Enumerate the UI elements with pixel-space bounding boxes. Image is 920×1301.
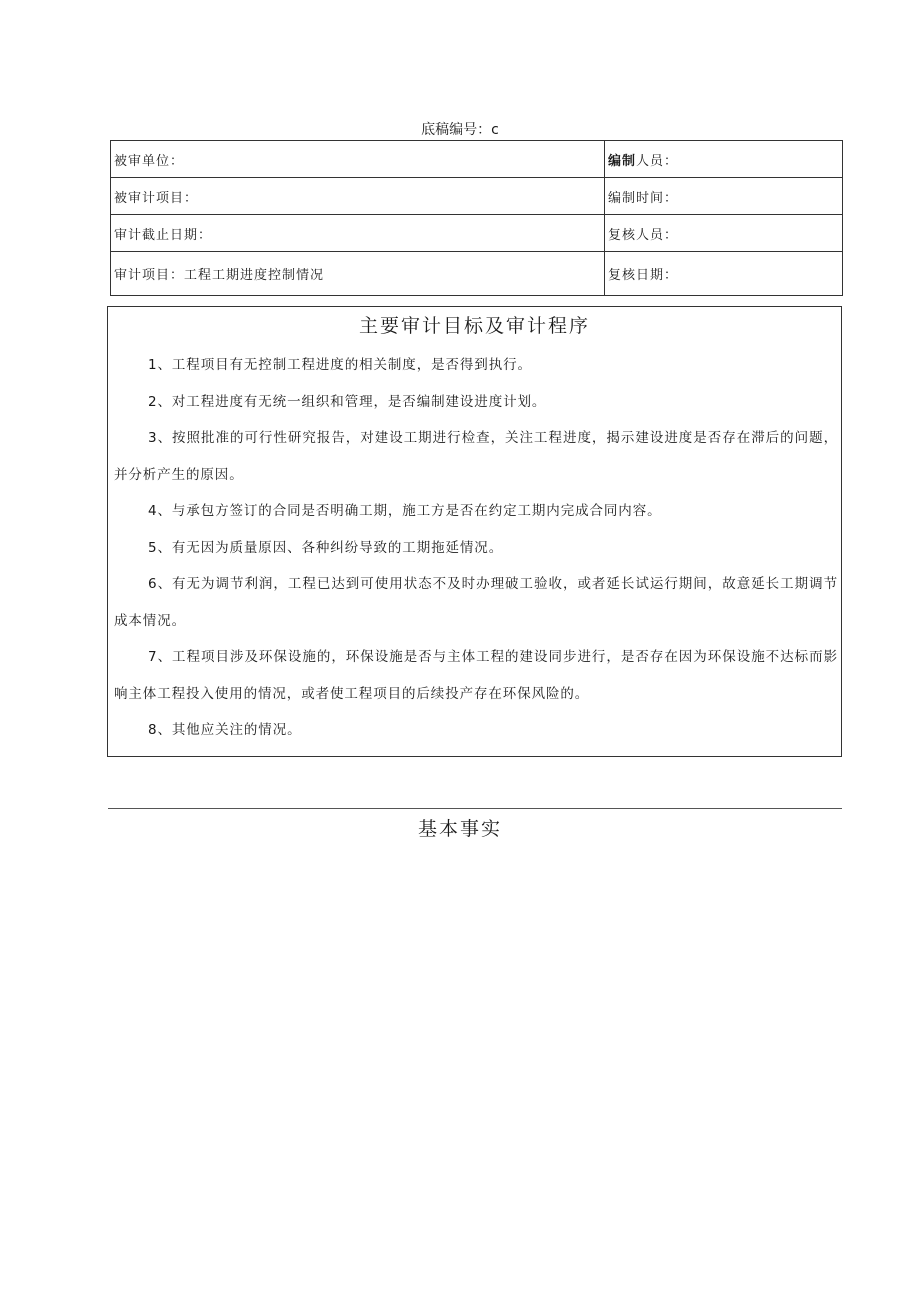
section-divider [108,808,842,809]
prepare-time-cell [605,178,843,215]
list-item: 2、对工程进度有无统一组织和管理，是否编制建设进度计划。 [148,393,547,410]
list-item: 4、与承包方签订的合同是否明确工期，施工方是否在约定工期内完成合同内容。 [148,503,662,519]
list-item: 7、工程项目涉及环保设施的，环保设施是否与主体工程的建设同步进行，是否存在因为环保设施不达标而影响主体工程投入使用的情况，或者使工程项目的后续投产存在环保风险的。 [114,649,838,702]
audit-procedures-section [107,306,842,757]
audit-item-label: 审计项目：工程工期进度控制情况 [114,268,325,283]
cutoff-date-label: 审计截止日期： [114,227,213,243]
table-row [111,215,843,252]
list-item: 1、工程项目有无控制工程进度的相关制度，是否得到执行。 [148,357,532,373]
draft-number-label: 底稿编号： [421,122,492,138]
list-item: 3、按照批准的可行性研究报告，对建设工期进行检查，关注工程进度，揭示建设进度是否存在滞后的问题，并分析产生的原因。 [114,430,838,483]
reviewer-label: 复核人员： [608,227,679,243]
audit-info-table [110,140,843,296]
list-item: 8、其他应关注的情况。 [148,722,302,738]
draft-number-value: c [491,122,499,138]
list-item: 6、有无为调节利润，工程已达到可使用状态不及时办理破工验收，或者延长试运行期间，故意延长工期调节成本情况。 [114,576,838,629]
audited-project-label: 被审计项目： [114,190,199,206]
review-date-cell [605,252,843,296]
review-date-label: 复核日期： [608,268,679,283]
cutoff-date-cell [111,215,605,252]
audited-unit-label: 被审单位： [114,153,185,169]
table-row [111,178,843,215]
list-item: 5、有无因为质量原因、各种纠纷导致的工期拖延情况。 [148,539,504,556]
procedures-title: 主要审计目标及审计程序 [358,315,590,337]
procedures-list [114,347,838,749]
audited-unit-cell [111,141,605,178]
preparer-label: 人员： [636,153,679,169]
draft-number [0,121,920,139]
prepare-time-label: 编制时间： [608,190,679,206]
table-row [111,252,843,296]
table-row [111,141,843,178]
audited-project-cell [111,178,605,215]
audit-item-cell [111,252,605,296]
preparer-cell [605,141,843,178]
preparer-label-bold: 编制 [608,153,637,169]
reviewer-cell [605,215,843,252]
basic-facts-title: 基本事实 [417,818,502,840]
